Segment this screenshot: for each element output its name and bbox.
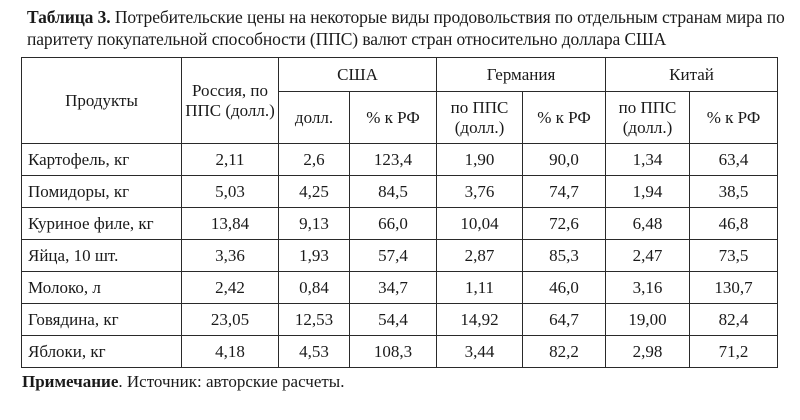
table-row [22, 144, 778, 176]
cell-china: 2,47 [606, 240, 690, 272]
header-russia: Россия, по ППС (долл.) [182, 58, 279, 144]
caption-text: Потребительские цены на некоторые виды продовольствия по отдельным странам мира по паритету покупательной способности (ППС) валют стран относительно доллара США [27, 7, 785, 49]
cell-usa: 4,53 [279, 336, 350, 368]
cell-germany: 3,44 [437, 336, 523, 368]
cell-germany: 1,11 [437, 272, 523, 304]
cell-russia: 23,05 [182, 304, 279, 336]
cell-russia: 13,84 [182, 208, 279, 240]
header-usa-dollars: долл. [279, 92, 350, 144]
header-china-percent: % к РФ [690, 92, 778, 144]
table-row [22, 240, 778, 272]
cell-china-pct: 46,8 [690, 208, 778, 240]
header-germany-percent: % к РФ [523, 92, 606, 144]
caption-label: Таблица 3. [27, 7, 111, 27]
table-row [22, 176, 778, 208]
cell-usa: 0,84 [279, 272, 350, 304]
header-germany: Германия [437, 58, 606, 92]
cell-germany: 2,87 [437, 240, 523, 272]
cell-germany-pct: 90,0 [523, 144, 606, 176]
cell-product: Куриное филе, кг [22, 208, 182, 240]
header-germany-ppp: по ППС (долл.) [437, 92, 523, 144]
cell-germany-pct: 82,2 [523, 336, 606, 368]
cell-product: Говядина, кг [22, 304, 182, 336]
cell-russia: 4,18 [182, 336, 279, 368]
cell-product: Помидоры, кг [22, 176, 182, 208]
cell-russia: 2,42 [182, 272, 279, 304]
cell-usa-pct: 54,4 [350, 304, 437, 336]
cell-china-pct: 71,2 [690, 336, 778, 368]
cell-product: Яблоки, кг [22, 336, 182, 368]
table-row [22, 272, 778, 304]
header-china: Китай [606, 58, 778, 92]
header-products: Продукты [22, 58, 182, 144]
cell-germany-pct: 74,7 [523, 176, 606, 208]
cell-usa: 1,93 [279, 240, 350, 272]
cell-china-pct: 38,5 [690, 176, 778, 208]
table-row [22, 208, 778, 240]
cell-usa-pct: 123,4 [350, 144, 437, 176]
cell-usa: 4,25 [279, 176, 350, 208]
note-text: . Источник: авторские расчеты. [118, 372, 345, 391]
cell-china: 3,16 [606, 272, 690, 304]
cell-china: 6,48 [606, 208, 690, 240]
cell-china-pct: 130,7 [690, 272, 778, 304]
table-note [22, 372, 344, 392]
cell-china: 2,98 [606, 336, 690, 368]
table-row [22, 304, 778, 336]
cell-germany-pct: 64,7 [523, 304, 606, 336]
prices-table [21, 57, 778, 368]
cell-usa: 2,6 [279, 144, 350, 176]
cell-usa: 12,53 [279, 304, 350, 336]
cell-germany: 10,04 [437, 208, 523, 240]
cell-usa-pct: 34,7 [350, 272, 437, 304]
header-china-ppp: по ППС (долл.) [606, 92, 690, 144]
cell-china-pct: 73,5 [690, 240, 778, 272]
note-label: Примечание [22, 372, 119, 391]
table-row [22, 336, 778, 368]
cell-germany-pct: 85,3 [523, 240, 606, 272]
cell-china-pct: 82,4 [690, 304, 778, 336]
cell-product: Картофель, кг [22, 144, 182, 176]
cell-usa: 9,13 [279, 208, 350, 240]
cell-china: 1,94 [606, 176, 690, 208]
cell-usa-pct: 84,5 [350, 176, 437, 208]
header-usa-percent: % к РФ [350, 92, 437, 144]
cell-germany-pct: 72,6 [523, 208, 606, 240]
cell-usa-pct: 66,0 [350, 208, 437, 240]
cell-china-pct: 63,4 [690, 144, 778, 176]
table-caption [27, 6, 787, 50]
cell-china: 1,34 [606, 144, 690, 176]
header-usa: США [279, 58, 437, 92]
cell-usa-pct: 108,3 [350, 336, 437, 368]
cell-product: Молоко, л [22, 272, 182, 304]
cell-germany: 1,90 [437, 144, 523, 176]
cell-russia: 5,03 [182, 176, 279, 208]
cell-germany: 14,92 [437, 304, 523, 336]
cell-usa-pct: 57,4 [350, 240, 437, 272]
cell-germany-pct: 46,0 [523, 272, 606, 304]
cell-product: Яйца, 10 шт. [22, 240, 182, 272]
cell-russia: 3,36 [182, 240, 279, 272]
cell-russia: 2,11 [182, 144, 279, 176]
cell-germany: 3,76 [437, 176, 523, 208]
cell-china: 19,00 [606, 304, 690, 336]
